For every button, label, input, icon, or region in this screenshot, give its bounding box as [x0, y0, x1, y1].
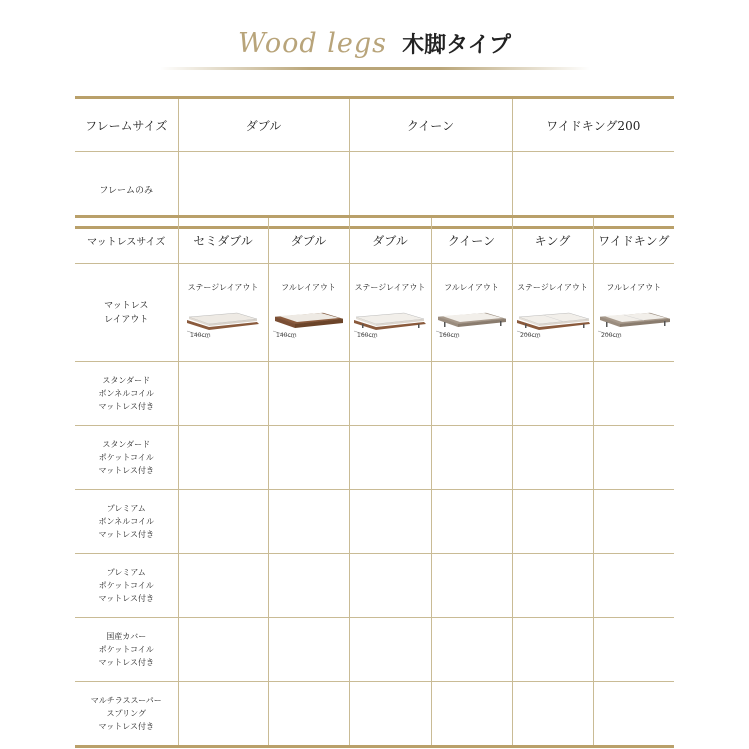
frame-header-row [75, 98, 674, 152]
option-line: ボンネルコイル [98, 389, 155, 398]
option-line: ポケットコイル [98, 453, 154, 462]
mattress-option-row [75, 426, 674, 490]
bed-width-text: 200cm [600, 332, 622, 339]
option-cell [512, 618, 593, 682]
option-cell [512, 362, 593, 426]
option-cell [593, 554, 674, 618]
option-line: ボンネルコイル [98, 517, 155, 526]
option-line: マットレス付き [98, 530, 154, 539]
mattress-header-row [75, 217, 674, 264]
option-cell [431, 362, 512, 426]
option-cell [512, 426, 593, 490]
mattress-option-row [75, 362, 674, 426]
option-cell [178, 362, 268, 426]
mattress-option-label [75, 490, 178, 554]
mattress-option-label [75, 682, 178, 747]
option-cell [349, 554, 431, 618]
bed-full-walnut-illustration [271, 307, 347, 339]
option-cell [431, 618, 512, 682]
bed-full-light-illustration [434, 307, 510, 339]
frame-size-table [75, 96, 674, 229]
option-cell [431, 554, 512, 618]
bed-width-text: 160cm [357, 332, 378, 339]
bed-stage-king-illustration [515, 307, 591, 339]
mattress-option-row [75, 682, 674, 747]
option-line: マルチラススーパー [90, 696, 162, 705]
bed-full-king-illustration [596, 307, 672, 339]
option-cell [593, 618, 674, 682]
frame-col-wideking: ワイドキング200 [512, 98, 674, 152]
option-cell [268, 426, 349, 490]
mattress-layout-row [75, 264, 674, 362]
frame-size-label: フレームサイズ [75, 98, 178, 152]
option-cell [431, 490, 512, 554]
layout-cell [431, 264, 512, 362]
option-line: プレミアム [106, 504, 146, 513]
option-line: ポケットコイル [98, 581, 154, 590]
option-cell [431, 426, 512, 490]
layout-name: フルレイアウト [444, 283, 499, 292]
bed-width-text: 140cm [190, 332, 211, 339]
heading-japanese: 木脚タイプ [402, 32, 512, 58]
mattress-size-table [75, 215, 674, 748]
mattress-col-queen: クイーン [431, 217, 512, 264]
layout-cell [268, 264, 349, 362]
option-cell [178, 554, 268, 618]
mattress-option-label [75, 426, 178, 490]
frame-only-label: フレームのみ [99, 185, 154, 196]
mattress-option-row [75, 554, 674, 618]
bed-stage-light-illustration [352, 307, 428, 339]
layout-cell [349, 264, 431, 362]
option-cell [431, 682, 512, 747]
heading-divider [160, 67, 590, 70]
option-cell [178, 618, 268, 682]
mattress-col-double: ダブル [349, 217, 431, 264]
mattress-option-label [75, 554, 178, 618]
layout-cell [512, 264, 593, 362]
option-line: スタンダード [102, 376, 151, 385]
option-line: マットレス付き [98, 658, 154, 667]
mattress-option-row [75, 618, 674, 682]
layout-cell [178, 264, 268, 362]
layout-name: フルレイアウト [281, 283, 336, 292]
page-heading [0, 28, 749, 78]
layout-cell [593, 264, 674, 362]
option-cell [349, 426, 431, 490]
layout-name: ステージレイアウト [354, 283, 426, 292]
option-cell [178, 490, 268, 554]
option-cell [349, 618, 431, 682]
option-cell [268, 554, 349, 618]
option-cell [593, 490, 674, 554]
option-cell [349, 362, 431, 426]
bed-width-text: 160cm [438, 332, 460, 339]
option-cell [593, 426, 674, 490]
mattress-size-label: マットレスサイズ [87, 237, 166, 248]
mattress-col-wideking: ワイドキング [593, 217, 674, 264]
option-cell [349, 682, 431, 747]
option-line: 国産カバー [106, 632, 147, 641]
mattress-option-row [75, 490, 674, 554]
layout-name: ステージレイアウト [517, 283, 588, 292]
option-cell [593, 362, 674, 426]
mattress-option-label [75, 362, 178, 426]
layout-label-line: レイアウト [104, 314, 149, 325]
option-cell [268, 490, 349, 554]
frame-col-double: ダブル [178, 98, 349, 152]
option-cell [512, 554, 593, 618]
option-line: ポケットコイル [98, 645, 154, 654]
option-line: マットレス付き [98, 722, 154, 731]
option-cell [512, 682, 593, 747]
option-line: スタンダード [102, 440, 151, 449]
mattress-option-label [75, 618, 178, 682]
heading-script: Wood legs [237, 28, 388, 59]
layout-label-line: マットレス [104, 300, 149, 311]
layout-name: フルレイアウト [606, 283, 662, 292]
option-cell [593, 682, 674, 747]
option-line: マットレス付き [98, 402, 154, 411]
mattress-col-semidouble: セミダブル [178, 217, 268, 264]
option-cell [178, 426, 268, 490]
layout-name: ステージレイアウト [187, 283, 259, 292]
mattress-col-double: ダブル [268, 217, 349, 264]
option-line: マットレス付き [98, 594, 154, 603]
option-cell [178, 682, 268, 747]
mattress-layout-label [75, 264, 178, 362]
bed-width-text: 140cm [275, 332, 297, 339]
option-cell [268, 362, 349, 426]
option-cell [349, 490, 431, 554]
option-line: マットレス付き [98, 466, 154, 475]
bed-width-text: 200cm [519, 332, 541, 339]
bed-stage-walnut-illustration [185, 307, 261, 339]
option-cell [512, 490, 593, 554]
mattress-col-king: キング [512, 217, 593, 264]
option-cell [268, 682, 349, 747]
option-line: プレミアム [106, 568, 146, 577]
option-line: スプリング [106, 709, 147, 718]
option-cell [268, 618, 349, 682]
frame-col-queen: クイーン [349, 98, 512, 152]
